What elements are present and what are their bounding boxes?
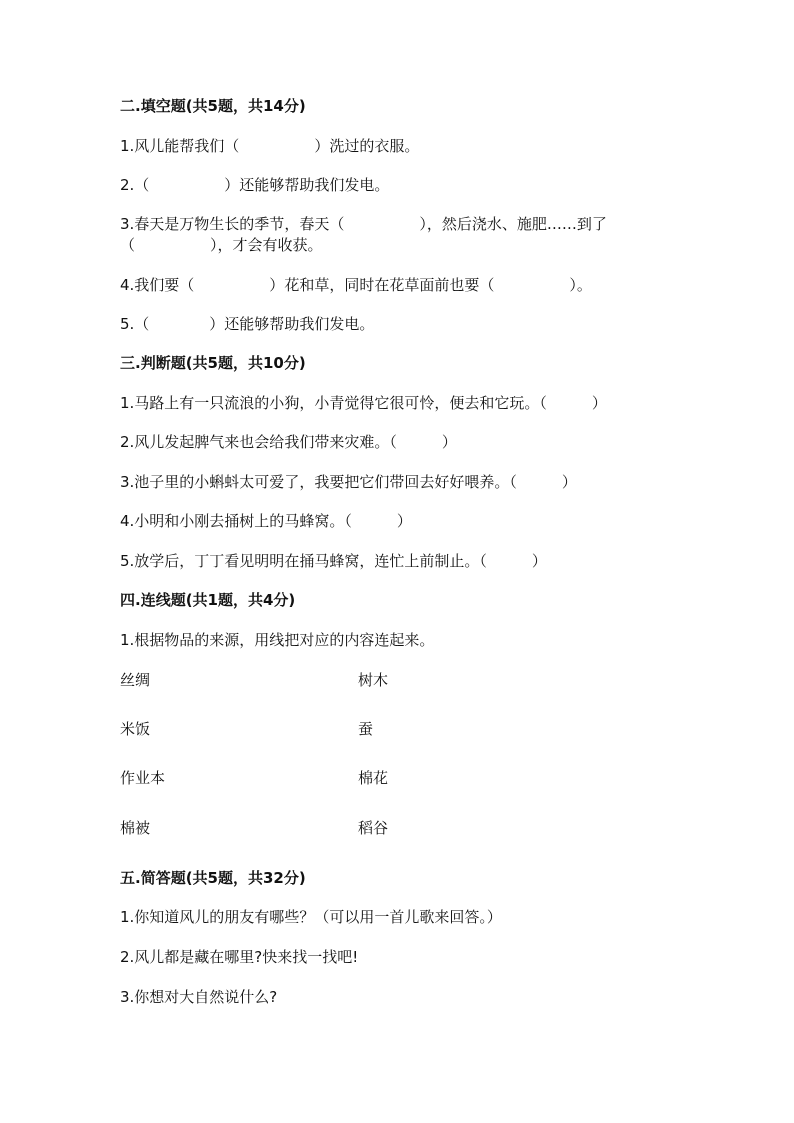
fill-question-2: 2.（ ）还能够帮助我们发电。 (120, 176, 390, 194)
fill-question-4: 4.我们要（ ）花和草，同时在花草面前也要（ ）。 (120, 276, 592, 294)
judge-question-3: 3.池子里的小蝌蚪太可爱了，我要把它们带回去好好喂养。（ ） (120, 473, 577, 491)
fill-question-5: 5.（ ）还能够帮助我们发电。 (120, 315, 375, 333)
short-question-2: 2.风儿都是藏在哪里?快来找一找吧! (120, 948, 359, 966)
match-left-item: 米饭 (120, 720, 151, 738)
match-left-item: 作业本 (120, 769, 166, 787)
match-right-item: 棉花 (358, 769, 389, 787)
judge-question-5: 5.放学后，丁丁看见明明在捅马蜂窝，连忙上前制止。（ ） (120, 552, 547, 570)
fill-question-3-continued: （ ），才会有收获。 (120, 236, 323, 254)
match-right-item: 稻谷 (358, 819, 389, 837)
section-heading-fill: 二.填空题(共5题，共14分) (120, 97, 306, 115)
judge-question-2: 2.风儿发起脾气来也会给我们带来灾难。（ ） (120, 433, 457, 451)
match-left-item: 丝绸 (120, 671, 151, 689)
judge-question-1: 1.马路上有一只流浪的小狗，小青觉得它很可怜，便去和它玩。（ ） (120, 394, 607, 412)
section-heading-short: 五.简答题(共5题，共32分) (120, 869, 306, 887)
fill-question-1: 1.风儿能帮我们（ ）洗过的衣服。 (120, 137, 420, 155)
match-question: 1.根据物品的来源，用线把对应的内容连起来。 (120, 631, 435, 649)
section-heading-judge: 三.判断题(共5题，共10分) (120, 354, 306, 372)
short-question-1: 1.你知道风儿的朋友有哪些？（可以用一首儿歌来回答。） (120, 908, 502, 926)
match-right-item: 树木 (358, 671, 389, 689)
short-question-3: 3.你想对大自然说什么? (120, 988, 278, 1006)
fill-question-3: 3.春天是万物生长的季节，春天（ ），然后浇水、施肥……到了 (120, 215, 607, 233)
match-right-item: 蚕 (358, 720, 374, 738)
match-left-item: 棉被 (120, 819, 151, 837)
section-heading-match: 四.连线题(共1题，共4分) (120, 591, 296, 609)
judge-question-4: 4.小明和小刚去捅树上的马蜂窝。（ ） (120, 512, 412, 530)
